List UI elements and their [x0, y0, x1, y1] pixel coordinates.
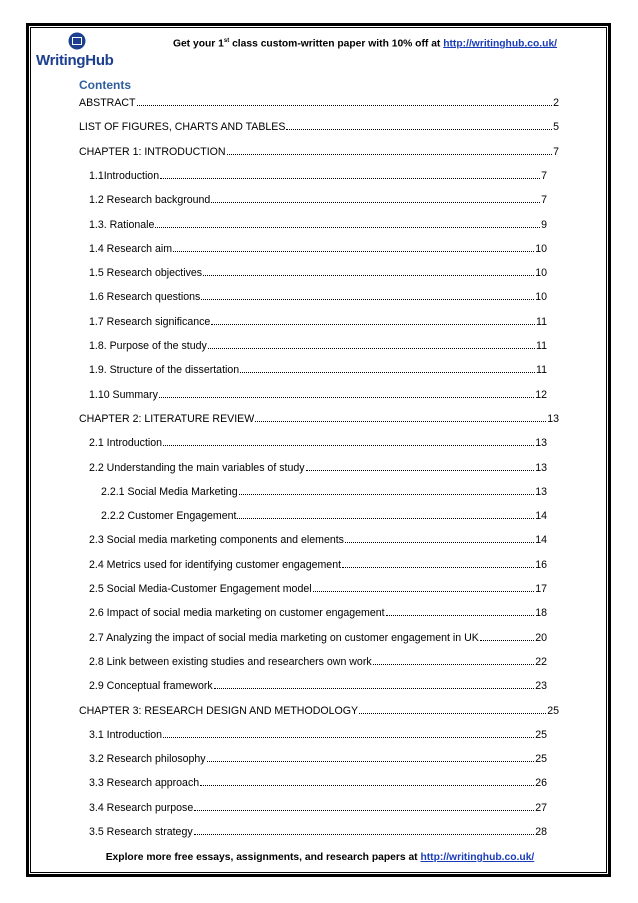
toc-entry-page: 7 — [541, 194, 547, 207]
toc-entry[interactable] — [89, 339, 547, 353]
toc-dot-leader — [240, 363, 535, 373]
toc-dot-leader — [137, 96, 553, 106]
toc-entry-title: 2.2.1 Social Media Marketing — [101, 485, 238, 498]
toc-entry[interactable] — [89, 728, 547, 742]
toc-entry-page: 22 — [535, 655, 547, 668]
toc-entry-title: 3.1 Introduction — [89, 728, 163, 741]
toc-entry[interactable] — [89, 631, 547, 645]
toc-dot-leader — [173, 242, 534, 252]
toc-dot-leader — [214, 679, 535, 689]
toc-entry-title: 2.3 Social media marketing components and elements — [89, 534, 344, 547]
toc-entry[interactable] — [89, 169, 547, 183]
toc-dot-leader — [480, 631, 534, 641]
toc-entry-page: 20 — [535, 631, 547, 644]
toc-entry-title: 1.8. Purpose of the study — [89, 340, 207, 352]
toc-entry[interactable] — [89, 461, 547, 475]
header-promo-sup: st — [223, 38, 230, 44]
toc-entry-page: 27 — [535, 801, 547, 814]
toc-entry-title: 2.8 Link between existing studies and researchers own work — [89, 655, 372, 668]
toc-entry-page: 11 — [536, 315, 547, 328]
toc-dot-leader — [208, 339, 535, 349]
toc-entry-page: 10 — [535, 291, 547, 304]
toc-entry-title: 1.4 Research aim — [89, 242, 173, 255]
toc-dot-leader — [313, 582, 535, 592]
footer-promo — [60, 852, 580, 863]
toc-entry[interactable] — [89, 679, 547, 693]
header-promo — [130, 38, 600, 49]
toc-dot-leader — [194, 801, 534, 811]
toc-dot-leader — [239, 485, 535, 495]
toc-dot-leader — [194, 825, 535, 835]
toc-entry[interactable] — [89, 218, 547, 232]
toc-entry-page: 11 — [536, 340, 547, 352]
toc-dot-leader — [155, 218, 540, 228]
header-promo-link[interactable]: http://writinghub.co.uk/ — [443, 38, 558, 50]
toc-entry[interactable] — [89, 558, 547, 572]
logo-wordmark-writing: Writing — [36, 52, 86, 69]
toc-dot-leader — [227, 145, 553, 155]
toc-entry[interactable] — [89, 825, 547, 839]
toc-entry[interactable] — [89, 655, 547, 669]
toc-entry-title: 1.6 Research questions — [89, 291, 201, 304]
toc-entry[interactable] — [79, 704, 559, 718]
toc-entry[interactable] — [79, 96, 559, 110]
toc-entry-page: 13 — [535, 461, 547, 474]
toc-entry-title: 2.2 Understanding the main variables of study — [89, 461, 305, 474]
toc-entry-title: LIST OF FIGURES, CHARTS AND TABLES — [79, 121, 286, 134]
toc-entry-title: 1.3. Rationale — [89, 218, 155, 231]
toc-entry[interactable] — [89, 776, 547, 790]
toc-entry-title: 3.3 Research approach — [89, 777, 200, 790]
toc-entry-title: 1.2 Research background — [89, 194, 211, 207]
toc-dot-leader — [373, 655, 535, 665]
toc-entry-title: 1.10 Summary — [89, 388, 158, 401]
toc-entry-page: 17 — [535, 583, 547, 595]
toc-entry-page: 23 — [535, 680, 547, 693]
toc-entry[interactable] — [89, 801, 547, 815]
toc-entry-title: 2.6 Impact of social media marketing on customer engagement — [89, 607, 385, 620]
toc-entry-page: 18 — [535, 607, 547, 620]
writinghub-logo[interactable] — [36, 32, 116, 72]
toc-entry-title: 2.2.2 Customer Engagement — [101, 510, 237, 523]
toc-dot-leader — [237, 509, 534, 519]
logo-badge-icon — [68, 32, 86, 50]
toc-entry-page: 26 — [535, 777, 547, 790]
toc-entry-page: 7 — [541, 169, 547, 182]
toc-entry[interactable] — [101, 509, 547, 523]
toc-entry[interactable] — [89, 582, 547, 596]
toc-entry[interactable] — [89, 193, 547, 207]
toc-dot-leader — [211, 193, 540, 203]
toc-entry-page: 7 — [553, 145, 559, 158]
toc-entry-page: 28 — [535, 826, 547, 838]
toc-entry[interactable] — [101, 485, 547, 499]
toc-entry-title: CHAPTER 2: LITERATURE REVIEW — [79, 412, 255, 425]
toc-entry-title: 3.4 Research purpose — [89, 801, 194, 814]
toc-entry-title: 2.1 Introduction — [89, 437, 163, 450]
toc-dot-leader — [203, 266, 534, 276]
toc-entry-page: 10 — [535, 267, 547, 280]
toc-entry[interactable] — [89, 752, 547, 766]
toc-entry[interactable] — [89, 290, 547, 304]
contents-heading: Contents — [79, 78, 131, 92]
toc-entry[interactable] — [89, 388, 547, 402]
toc-entry-title: CHAPTER 1: INTRODUCTION — [79, 145, 226, 158]
logo-wordmark-hub: Hub — [85, 52, 114, 69]
toc-entry-title: 3.2 Research philosophy — [89, 753, 206, 766]
toc-entry-title: 1.7 Research significance — [89, 315, 211, 328]
toc-entry-page: 13 — [535, 485, 547, 498]
toc-entry-title: 2.5 Social Media-Customer Engagement model — [89, 583, 312, 595]
toc-dot-leader — [386, 606, 535, 616]
toc-dot-leader — [255, 412, 546, 422]
toc-entry-title: 1.9. Structure of the dissertation — [89, 364, 240, 377]
toc-dot-leader — [200, 776, 534, 786]
toc-entry-title: 3.5 Research strategy — [89, 826, 193, 838]
toc-dot-leader — [342, 558, 534, 568]
toc-entry[interactable] — [89, 436, 547, 450]
footer-promo-text: Explore more free essays, assignments, and research papers at — [105, 852, 421, 863]
logo-wordmark — [36, 52, 114, 69]
toc-entry-page: 10 — [535, 242, 547, 255]
toc-entry[interactable] — [89, 606, 547, 620]
toc-entry[interactable] — [89, 266, 547, 280]
toc-entry-page: 14 — [535, 510, 547, 523]
toc-entry-title: 1.5 Research objectives — [89, 267, 203, 280]
toc-dot-leader — [207, 752, 535, 762]
toc-entry[interactable] — [79, 145, 559, 159]
toc-dot-leader — [359, 704, 546, 714]
toc-entry-title: 2.4 Metrics used for identifying customer engagement — [89, 558, 342, 571]
toc-dot-leader — [345, 533, 534, 543]
toc-entry-page: 25 — [535, 753, 547, 766]
toc-entry-page: 13 — [547, 412, 559, 425]
toc-entry-title: ABSTRACT — [79, 97, 136, 109]
toc-entry-page: 5 — [553, 121, 559, 134]
footer-promo-link[interactable]: http://writinghub.co.uk/ — [420, 852, 535, 863]
toc-dot-leader — [163, 436, 534, 446]
toc-entry[interactable] — [89, 315, 547, 329]
toc-entry-page: 12 — [535, 388, 547, 401]
toc-entry-title: 1.1Introduction — [89, 169, 160, 182]
toc-dot-leader — [160, 169, 540, 179]
toc-dot-leader — [211, 315, 535, 325]
header-promo-prefix: Get your 1 — [172, 38, 224, 50]
toc-dot-leader — [163, 728, 534, 738]
toc-dot-leader — [286, 120, 552, 130]
header-promo-middle: class custom-written paper with 10% off at — [229, 38, 444, 50]
toc-entry-page: 25 — [547, 704, 559, 717]
toc-dot-leader — [201, 290, 534, 300]
toc-entry-page: 2 — [553, 97, 559, 109]
toc-entry-page: 9 — [541, 218, 547, 231]
toc-entry-page: 16 — [535, 558, 547, 571]
toc-entry-title: CHAPTER 3: RESEARCH DESIGN AND METHODOLOGY — [79, 704, 359, 717]
toc-entry-page: 11 — [536, 364, 547, 377]
toc-entry-page: 13 — [535, 437, 547, 450]
toc-entry[interactable] — [89, 533, 547, 547]
toc-entry-title: 2.7 Analyzing the impact of social media marketing on customer engagement in UK — [89, 631, 479, 644]
toc-dot-leader — [159, 388, 534, 398]
toc-entry-page: 25 — [535, 728, 547, 741]
toc-entry-page: 14 — [535, 534, 547, 547]
toc-dot-leader — [306, 461, 535, 471]
toc-entry[interactable] — [89, 242, 547, 256]
toc-entry[interactable] — [79, 412, 559, 426]
toc-entry[interactable] — [79, 120, 559, 134]
toc-entry[interactable] — [89, 363, 547, 377]
toc-entry-title: 2.9 Conceptual framework — [89, 680, 213, 693]
